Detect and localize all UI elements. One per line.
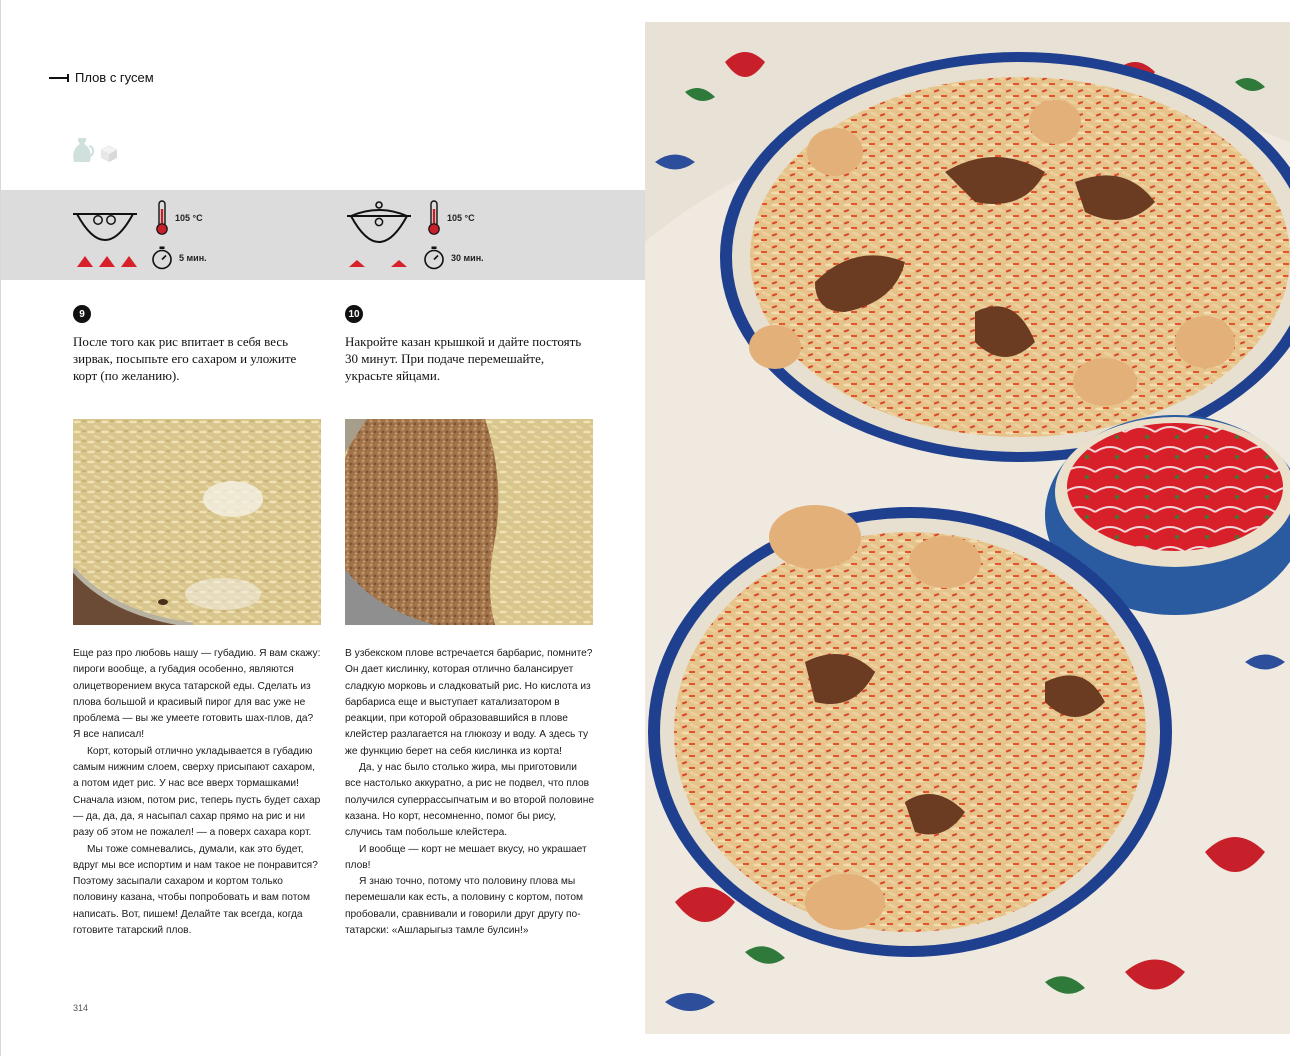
thermometer-icon (155, 200, 169, 236)
flame-icon (121, 256, 137, 267)
time-value: 5 мин. (179, 253, 207, 263)
paragraph: Еще раз про любовь нашу — губадию. Я вам скажу: пироги вообще, а губадия особенно, являются олицетворением вкуса татарской еды. Сделать из плова большой и красивый пирог для вас уже не проблема — вы же умеете готовить шах-плов, да? Я все написал! (73, 648, 321, 741)
temperature-value: 105 °C (175, 213, 203, 223)
step-9-photo (73, 419, 321, 625)
step-9-parameters (71, 190, 311, 280)
step-number-10: 10 (345, 305, 363, 323)
temperature-value: 105 °C (447, 213, 475, 223)
paragraph: Да, у нас было столько жира, мы приготовили все настолько аккуратно, а рис не подвел, что плов получился суперрассыпчатым и во второй половине казана. Но корт, несомненно, помог бы рису, случись там побольше клейстера. (345, 762, 594, 839)
thermometer-icon (427, 200, 441, 236)
rice-with-sugar-image (73, 419, 321, 625)
flame-icon (77, 256, 93, 267)
paragraph: Корт, который отлично укладывается в губадию самым нижним слоем, сверху присыпают сахаром, а потом идет рис. У нас все вверх тормашками! Сначала изюм, потом рис, теперь пусть будет сахар — да, да, да, я насыпал сахар прямо на рис и ни разу об этом не пожалел! — а поверх сахара корт. (73, 745, 321, 839)
jug-icon (71, 136, 95, 164)
temperature-row (155, 200, 203, 236)
open-kazan-icon (71, 204, 139, 250)
paragraph: И вообще — корт не мешает вкусу, но украшает плов! (345, 843, 587, 871)
header-rule-cap (67, 74, 69, 82)
heat-level-medium (349, 260, 407, 267)
time-row (151, 246, 207, 270)
paragraph: В узбекском плове встречается барбарис, помните? Он дает кислинку, которая отлично балансирует сладкую морковь и сладковатый рис. Но кислота из барбариса еще и выступает катализатором в реакции, при которой образовавшийся в плове клейстер разлагается на глюкозу и воду. А здесь ту же функцию берет на себя кислинка из корта! (345, 648, 593, 757)
plov-hero-photo (645, 22, 1290, 1034)
lidded-kazan-icon (345, 200, 413, 250)
time-value: 30 мин. (451, 253, 484, 263)
flame-icon (349, 260, 365, 267)
plov-dishes-image (645, 22, 1290, 1034)
page-title: Плов с гусем (75, 70, 154, 85)
sugar-cube-icon (99, 144, 119, 164)
stopwatch-icon (423, 246, 445, 270)
step-9-text: После того как рис впитает в себя весь зирвак, посыпьте его сахаром и уложите корт (по желанию). (73, 334, 297, 383)
step-10-photo (345, 419, 593, 625)
step-number-9: 9 (73, 305, 91, 323)
page-number: 314 (73, 1003, 89, 1013)
step-10-parameters (345, 190, 585, 280)
body-column-2 (345, 646, 595, 939)
header-rule (49, 77, 67, 79)
section-header (49, 70, 154, 85)
time-row (423, 246, 484, 270)
flame-icon (99, 256, 115, 267)
step-10-text: Накройте казан крышкой и дайте постоять 30 минут. При подаче перемешайте, украсьте яйцами. (345, 334, 582, 383)
body-column-1 (73, 646, 323, 939)
flame-icon (391, 260, 407, 267)
heat-level-high (77, 256, 137, 267)
rice-with-kort-image (345, 419, 593, 625)
cooking-parameters-band (1, 190, 646, 280)
stopwatch-icon (151, 246, 173, 270)
temperature-row (427, 200, 475, 236)
paragraph: Мы тоже сомневались, думали, как это будет, вдруг мы все испортим и нам такое не понравится? Поэтому засыпали сахаром и кортом только половину казана, чтобы попробовать и вам потом написать. Вот, пишем! Делайте так всегда, когда готовите татарский плов. (73, 843, 318, 937)
paragraph: Я знаю точно, потому что половину плова мы перемешали как есть, а половину с кортом, потом пробовали, сравнивали и говорили друг другу по-татарски: «Ашларыгыз тамле булсин!» (345, 876, 584, 937)
ingredients-icons (71, 136, 119, 164)
